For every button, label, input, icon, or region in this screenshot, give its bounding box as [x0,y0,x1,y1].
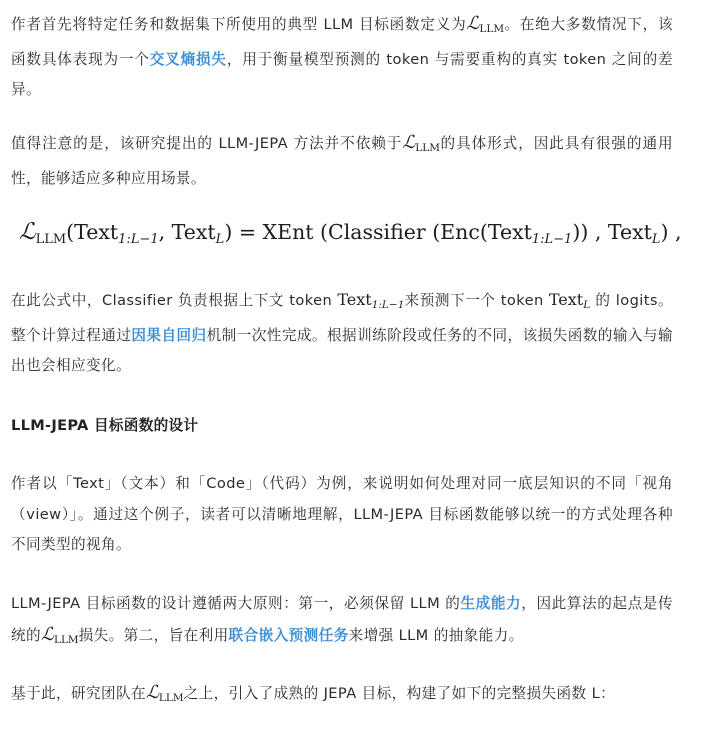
math-text-next [549,290,590,309]
text-run: 的具体形式，因此具有很强的通用性，能够适应多种应用场景。 [11,135,673,187]
highlight-causal-autoregressive: 因果自回归 [131,326,207,344]
math-subscript-text: L [583,299,591,311]
text-run: 的 logits。整个计算过程通过 [11,292,673,344]
math-subscript: LLM [35,232,67,247]
highlight-generative-ability: 生成能力 [460,595,522,612]
paragraph-views [11,469,673,561]
math-symbol: ℒ [402,132,416,153]
math-l-llm [402,133,440,152]
math-subscript: LLM [53,633,79,646]
paragraph-full-loss [11,678,673,714]
math-subscript: LLM [158,692,184,704]
math-symbol: ℒ [466,13,480,34]
text-run: 作者首先将特定任务和数据集下所使用的典型 LLM 目标函数定义为 [11,16,467,33]
math-subscript-text: L [215,232,225,247]
paragraph-classifier [11,285,673,382]
math-l-llm [466,14,504,33]
text-run: 作者以「Text」（文本）和「Code」（代码）为例，来说明如何处理对同一底层知识的不同「视角（view）」。通过这个例子，读者可以清晰地理解，LLM-JEPA 目标函数能够以统一的方式处理各种不同类型的视角。 [11,475,673,553]
math-text: Text [337,290,372,309]
math-subscript-text: 1:L−1 [371,299,405,311]
text-run: 在此公式中，Classifier 负责根据上下文 token [11,292,338,309]
math-subscript-text: 1:L−1 [118,232,159,247]
math-text-context [337,290,404,309]
math-text: (Text [66,220,119,244]
display-formula [19,219,682,247]
math-text: , Text [158,220,216,244]
text-run: 机制一次性完成。根据训练阶段或任务的不同，该损失函数的输入与输出也会相应变化。 [11,326,673,374]
text-run: 之上，引入了成熟的 JEPA 目标，构建了如下的完整损失函数 L： [183,685,616,702]
math-subscript [532,232,572,247]
math-symbol: ℒ [145,682,159,703]
math-subscript [372,299,405,311]
math-text: ) , [660,220,682,244]
math-l-llm [41,625,79,644]
math-symbol: ℒ [41,623,54,645]
math-subscript: LLM [415,142,440,154]
text-run: ，因此算法的起点是传统的 [11,595,673,644]
highlight-joint-embedding: 联合嵌入预测任务 [228,626,349,644]
math-subscript-text: L [651,232,661,247]
paragraph-generality [11,128,673,194]
text-run: LLM-JEPA 目标函数的设计遵循两大原则：第一，必须保留 LLM 的 [11,595,461,612]
math-l-llm [146,683,184,702]
paragraph-principles [11,589,673,655]
math-subscript: LLM [479,23,505,35]
text-run: 损失。第二，旨在利用 [78,626,229,644]
math-text: Text [548,290,584,309]
text-run: ，用于衡量模型预测的 token 与需要重构的真实 token 之间的差异。 [11,50,673,98]
paragraph-llm-objective [11,9,673,106]
text-run: 来预测下一个 token [404,292,549,309]
math-subscript [118,232,158,247]
section-heading: LLM-JEPA 目标函数的设计 [11,417,199,434]
math-symbol: ℒ [19,219,36,245]
highlight-cross-entropy: 交叉熵损失 [149,50,227,68]
text-run: 。在绝大多数情况下，该函数具体表现为一个 [11,16,673,68]
text-run: 基于此，研究团队在 [11,685,146,702]
math-subscript [652,232,661,247]
math-text: ) = XEnt (Classifier (Enc(Text [224,220,532,244]
math-text: )) , Text [572,220,652,244]
text-run: 值得注意的是，该研究提出的 LLM-JEPA 方法并不依赖于 [11,135,403,152]
text-run: 来增强 LLM 的抽象能力。 [348,626,524,644]
math-subscript-text: 1:L−1 [531,232,573,247]
